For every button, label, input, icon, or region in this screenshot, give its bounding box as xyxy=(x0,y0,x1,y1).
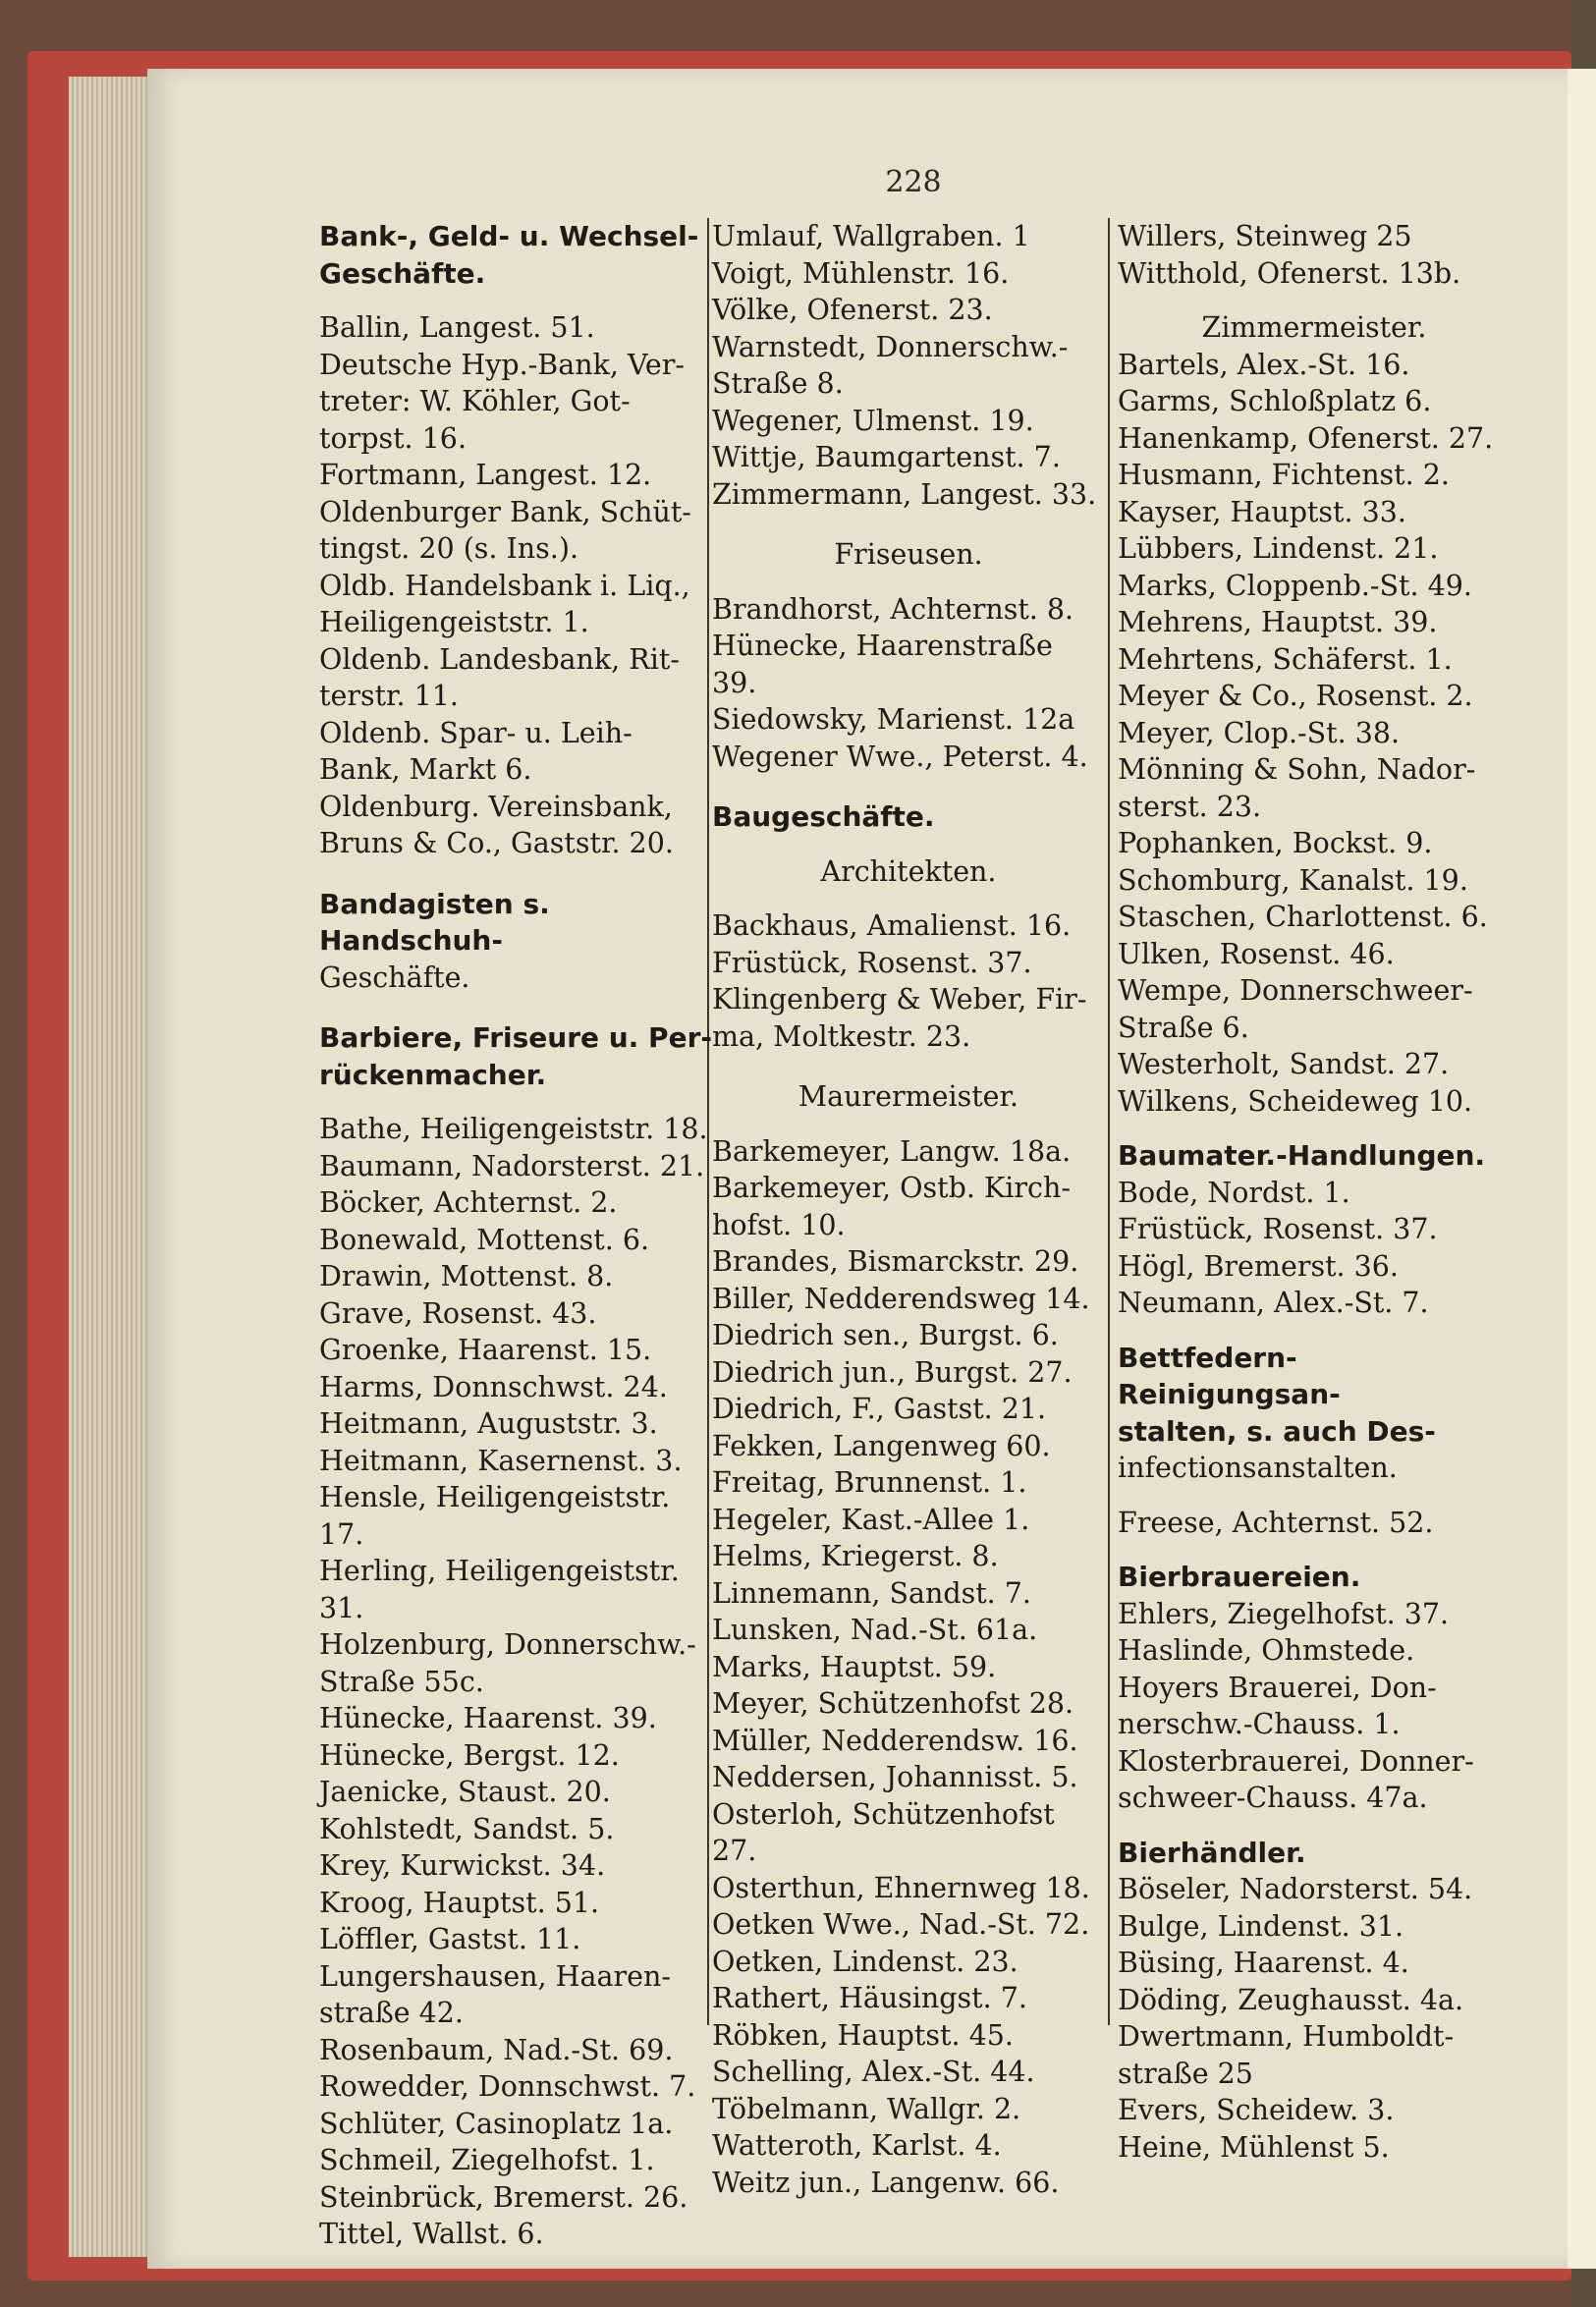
directory-entry: Freitag, Brunnenst. 1. xyxy=(712,1466,1027,1499)
directory-entry: Lunsken, Nad.-St. 61a. xyxy=(712,1614,1038,1646)
directory-entry: Lungershausen, Haaren- xyxy=(319,1959,671,1993)
directory-entry: Willers, Steinweg 25 xyxy=(1118,220,1412,252)
directory-entry: Fortmann, Langest. 12. xyxy=(319,459,652,491)
directory-entry: Ehlers, Ziegelhofst. 37. xyxy=(1118,1597,1450,1630)
directory-entry: Böcker, Achternst. 2. xyxy=(319,1186,618,1219)
directory-entry: Wilkens, Scheideweg 10. xyxy=(1118,1084,1473,1118)
directory-entry: Hünecke, Bergst. 12. xyxy=(319,1738,620,1772)
directory-entry: Bruns & Co., Gaststr. 20. xyxy=(319,827,674,859)
directory-entry: Barkemeyer, Ostb. Kirch- xyxy=(712,1172,1071,1204)
directory-entry: Straße 8. xyxy=(712,367,844,400)
directory-entry: Hünecke, Haarenst. 39. xyxy=(319,1702,657,1734)
directory-entry: Oldenb. Spar- u. Leih- xyxy=(319,716,633,749)
column-divider xyxy=(1108,218,1110,2025)
section-heading: Bierhändler. xyxy=(1118,1836,1306,1869)
directory-entry: Deutsche Hyp.-Bank, Ver- xyxy=(319,348,686,381)
directory-entry: Grave, Rosenst. 43. xyxy=(319,1296,597,1330)
directory-entry: Garms, Schloßplatz 6. xyxy=(1118,385,1432,417)
directory-entry: Rowedder, Donnschwst. 7. xyxy=(319,2070,696,2103)
directory-entry: Barkemeyer, Langw. 18a. xyxy=(712,1134,1072,1168)
directory-entry: Oetken, Lindenst. 23. xyxy=(712,1945,1018,1978)
directory-entry: Westerholt, Sandst. 27. xyxy=(1118,1048,1450,1080)
directory-entry: Heitmann, Kasernenst. 3. xyxy=(319,1444,683,1477)
directory-entry: Bathe, Heiligengeiststr. 18. xyxy=(319,1113,708,1145)
directory-entry: Heitmann, Auguststr. 3. xyxy=(319,1407,658,1440)
directory-entry: straße 42. xyxy=(319,1997,464,2029)
subsection-heading: Zimmermeister. xyxy=(1201,311,1427,344)
directory-entry: Heiligengeiststr. 1. xyxy=(319,606,589,638)
directory-entry: Brandhorst, Achternst. 8. xyxy=(712,592,1074,626)
directory-entry: Högl, Bremerst. 36. xyxy=(1118,1249,1399,1283)
directory-entry: Hoyers Brauerei, Don- xyxy=(1118,1671,1437,1704)
directory-entry: Meyer & Co., Rosenst. 2. xyxy=(1118,680,1473,712)
directory-entry: Böseler, Nadorsterst. 54. xyxy=(1118,1873,1473,1905)
directory-entry: torpst. 16. xyxy=(319,421,468,455)
directory-entry: Tittel, Wallst. 6. xyxy=(319,2218,544,2250)
directory-entry: Husmann, Fichtenst. 2. xyxy=(1118,459,1450,491)
directory-entry: Kroog, Hauptst. 51. xyxy=(319,1886,600,1919)
section-heading: Barbiere, Friseure u. Per- xyxy=(319,1021,712,1054)
section-heading: Baugeschäfte. xyxy=(712,800,935,833)
directory-entry: Wempe, Donnerschweer- xyxy=(1118,974,1473,1007)
directory-entry: Watteroth, Karlst. 4. xyxy=(712,2129,1002,2162)
directory-entry: Helms, Kriegerst. 8. xyxy=(712,1540,999,1572)
directory-entry: Oldenb. Landesbank, Rit- xyxy=(319,642,680,676)
directory-entry: Siedowsky, Marienst. 12a xyxy=(712,703,1075,736)
directory-column-3 xyxy=(1118,218,1511,2166)
directory-entry: Früstück, Rosenst. 37. xyxy=(712,946,1032,979)
directory-entry: Warnstedt, Donnerschw.- xyxy=(712,330,1069,363)
directory-entry: Pophanken, Bockst. 9. xyxy=(1118,827,1433,859)
directory-entry: Evers, Scheidew. 3. xyxy=(1118,2094,1395,2126)
directory-entry: Osterloh, Schützenhofst 27. xyxy=(712,1797,1055,1867)
directory-entry: Herling, Heiligengeiststr. 31. xyxy=(319,1555,680,1624)
directory-entry: Steinbrück, Bremerst. 26. xyxy=(319,2180,688,2214)
directory-entry: Biller, Nedderendsweg 14. xyxy=(712,1282,1090,1315)
directory-entry: Zimmermann, Langest. 33. xyxy=(712,477,1097,511)
directory-entry: Oldenburger Bank, Schüt- xyxy=(319,495,691,528)
directory-entry: Hensle, Heiligengeiststr. 17. xyxy=(319,1481,671,1551)
directory-entry: Kohlstedt, Sandst. 5. xyxy=(319,1812,615,1845)
directory-entry: Jaenicke, Staust. 20. xyxy=(319,1776,611,1808)
directory-entry: Bartels, Alex.-St. 16. xyxy=(1118,348,1410,381)
subsection-heading: Friseusen. xyxy=(834,538,983,571)
directory-entry: Bonewald, Mottenst. 6. xyxy=(319,1223,650,1256)
subsection-heading: Architekten. xyxy=(820,854,997,888)
directory-entry: infectionsanstalten. xyxy=(1118,1452,1398,1484)
directory-entry: Hünecke, Haarenstraße 39. xyxy=(712,630,1053,699)
directory-entry: schweer-Chauss. 47a. xyxy=(1118,1782,1428,1814)
directory-entry: Straße 6. xyxy=(1118,1011,1249,1044)
directory-entry: Backhaus, Amalienst. 16. xyxy=(712,909,1072,942)
directory-entry: ma, Moltkestr. 23. xyxy=(712,1019,971,1053)
section-heading: Bettfedern-Reinigungsan- xyxy=(1118,1341,1341,1410)
directory-entry: Baumann, Nadorsterst. 21. xyxy=(319,1149,705,1182)
directory-entry: Schomburg, Kanalst. 19. xyxy=(1118,863,1468,897)
section-heading: Bierbrauereien. xyxy=(1118,1561,1361,1593)
directory-entry: Wegener, Ulmenst. 19. xyxy=(712,404,1034,437)
directory-entry: Ballin, Langest. 51. xyxy=(319,311,595,344)
directory-entry: Osterthun, Ehnernweg 18. xyxy=(712,1871,1090,1904)
directory-entry: Linnemann, Sandst. 7. xyxy=(712,1576,1031,1610)
directory-entry: Löffler, Gastst. 11. xyxy=(319,1923,581,1955)
directory-entry: Haslinde, Ohmstede. xyxy=(1118,1634,1415,1667)
directory-entry: Dwertmann, Humboldt- xyxy=(1118,2020,1455,2053)
directory-entry: Marks, Cloppenb.-St. 49. xyxy=(1118,569,1472,602)
directory-entry: Diedrich sen., Burgst. 6. xyxy=(712,1319,1059,1351)
directory-entry: Lübbers, Lindenst. 21. xyxy=(1118,532,1439,565)
directory-entry: sterst. 23. xyxy=(1118,790,1262,823)
directory-entry: Marks, Hauptst. 59. xyxy=(712,1650,997,1683)
directory-entry: Freese, Achternst. 52. xyxy=(1118,1506,1434,1539)
directory-entry: Bulge, Lindenst. 31. xyxy=(1118,1909,1404,1943)
directory-entry: Meyer, Clop.-St. 38. xyxy=(1118,716,1401,749)
section-heading: Bank-, Geld- u. Wechsel- xyxy=(319,220,699,252)
directory-entry: tingst. 20 (s. Ins.). xyxy=(319,532,579,565)
directory-entry: Fekken, Langenweg 60. xyxy=(712,1429,1051,1462)
directory-entry: Klosterbrauerei, Donner- xyxy=(1118,1744,1474,1778)
directory-entry: Umlauf, Wallgraben. 1 xyxy=(712,220,1030,252)
directory-entry: Völke, Ofenerst. 23. xyxy=(712,294,993,326)
directory-entry: Kayser, Hauptst. 33. xyxy=(1118,495,1406,528)
section-heading: stalten, s. auch Des- xyxy=(1118,1414,1436,1448)
directory-entry: Weitz jun., Langenw. 66. xyxy=(712,2166,1060,2199)
directory-entry: Neddersen, Johannisst. 5. xyxy=(712,1761,1078,1793)
directory-entry: Bank, Markt 6. xyxy=(319,753,532,786)
directory-entry: Früstück, Rosenst. 37. xyxy=(1118,1213,1438,1245)
directory-entry: Holzenburg, Donnerschw.- xyxy=(319,1628,696,1661)
directory-entry: Neumann, Alex.-St. 7. xyxy=(1118,1287,1429,1319)
directory-entry: Witthold, Ofenerst. 13b. xyxy=(1118,256,1461,290)
section-heading: Geschäfte. xyxy=(319,256,486,290)
directory-entry: Krey, Kurwickst. 34. xyxy=(319,1849,606,1882)
directory-entry: Heine, Mühlenst 5. xyxy=(1118,2130,1390,2164)
directory-entry: Straße 55c. xyxy=(319,1665,484,1698)
directory-entry: Mehrens, Hauptst. 39. xyxy=(1118,606,1438,638)
directory-entry: Meyer, Schützenhofst 28. xyxy=(712,1687,1074,1720)
directory-entry: Ulken, Rosenst. 46. xyxy=(1118,937,1395,970)
directory-entry: Hegeler, Kast.-Allee 1. xyxy=(712,1503,1030,1536)
directory-entry: Döding, Zeughausst. 4a. xyxy=(1118,1983,1464,2016)
subsection-heading: Maurermeister. xyxy=(798,1080,1019,1113)
section-heading: Bandagisten s. Handschuh- xyxy=(319,887,550,957)
directory-entry: Röbken, Hauptst. 45. xyxy=(712,2018,1014,2052)
page-number: 228 xyxy=(885,165,942,199)
directory-entry: Diedrich jun., Burgst. 27. xyxy=(712,1355,1073,1389)
directory-entry: Wittje, Baumgartenst. 7. xyxy=(712,441,1061,473)
directory-entry: Klingenberg & Weber, Fir- xyxy=(712,983,1087,1016)
directory-entry: Oldb. Handelsbank i. Liq., xyxy=(319,569,690,602)
directory-entry: Diedrich, F., Gastst. 21. xyxy=(712,1393,1047,1425)
directory-entry: Oldenburg. Vereinsbank, xyxy=(319,790,673,823)
directory-entry: Drawin, Mottenst. 8. xyxy=(319,1260,614,1292)
directory-entry: straße 25 xyxy=(1118,2057,1253,2090)
directory-entry: Schmeil, Ziegelhofst. 1. xyxy=(319,2144,655,2176)
directory-entry: Mehrtens, Schäferst. 1. xyxy=(1118,642,1453,676)
directory-entry: hofst. 10. xyxy=(712,1208,846,1241)
facing-page-edge xyxy=(1568,69,1596,2269)
directory-entry: Bode, Nordst. 1. xyxy=(1118,1176,1350,1209)
directory-entry: Groenke, Haarenst. 15. xyxy=(319,1334,652,1366)
directory-entry: Müller, Nedderendsw. 16. xyxy=(712,1724,1078,1757)
directory-entry: Schlüter, Casinoplatz 1a. xyxy=(319,2107,674,2140)
directory-entry: Voigt, Mühlenstr. 16. xyxy=(712,256,1010,290)
directory-entry: Büsing, Haarenst. 4. xyxy=(1118,1947,1409,1979)
directory-column-1 xyxy=(319,218,712,2253)
page-edges xyxy=(69,77,157,2257)
directory-entry: Schelling, Alex.-St. 44. xyxy=(712,2056,1035,2088)
directory-entry: Töbelmann, Wallgr. 2. xyxy=(712,2092,1021,2125)
directory-entry: terstr. 11. xyxy=(319,680,459,712)
section-heading: rückenmacher. xyxy=(319,1058,547,1091)
directory-entry: Wegener Wwe., Peterst. 4. xyxy=(712,740,1088,773)
section-heading: Baumater.-Handlungen. xyxy=(1118,1139,1486,1172)
directory-entry: Rathert, Häusingst. 7. xyxy=(712,1982,1027,2014)
directory-entry: Geschäfte. xyxy=(319,961,470,994)
directory-entry: Harms, Donnschwst. 24. xyxy=(319,1370,668,1403)
directory-entry: Brandes, Bismarckstr. 29. xyxy=(712,1245,1079,1278)
directory-entry: Mönning & Sohn, Nador- xyxy=(1118,753,1476,786)
directory-column-2 xyxy=(712,218,1105,2201)
directory-entry: nerschw.-Chauss. 1. xyxy=(1118,1708,1401,1740)
directory-entry: treter: W. Köhler, Got- xyxy=(319,385,631,417)
directory-entry: Oetken Wwe., Nad.-St. 72. xyxy=(712,1908,1090,1941)
directory-entry: Hanenkamp, Ofenerst. 27. xyxy=(1118,421,1494,455)
directory-entry: Staschen, Charlottenst. 6. xyxy=(1118,901,1488,933)
directory-entry: Rosenbaum, Nad.-St. 69. xyxy=(319,2033,674,2066)
